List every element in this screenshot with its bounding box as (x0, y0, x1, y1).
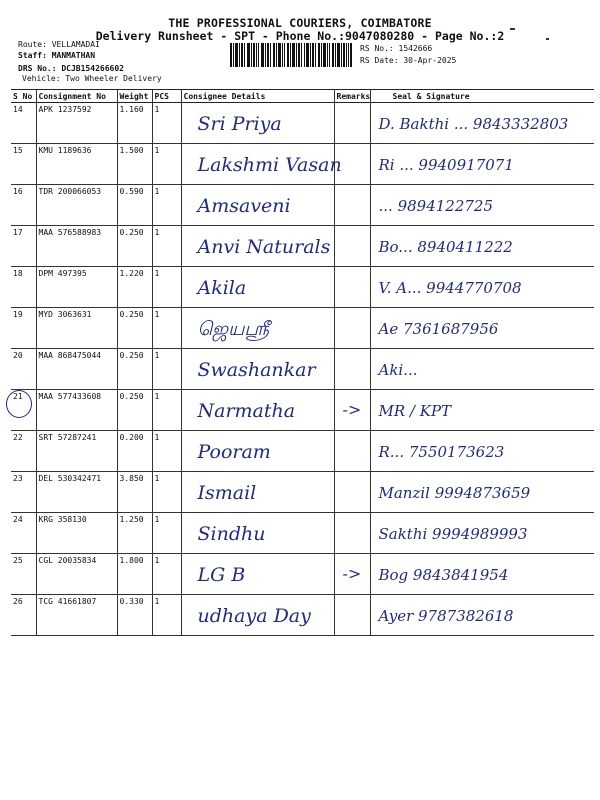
row-sno: 22 (11, 431, 36, 472)
signature-handwriting: Aki... (378, 361, 418, 379)
row-weight: 0.250 (117, 349, 152, 390)
row-pcs: 1 (152, 349, 181, 390)
staff-label: Staff: MANMATHAN (18, 51, 96, 60)
table-row (11, 472, 594, 513)
row-weight: 1.500 (117, 144, 152, 185)
row-remarks-cell (334, 431, 370, 472)
table-row (11, 349, 594, 390)
table-row (11, 226, 594, 267)
row-weight: 1.220 (117, 267, 152, 308)
row-consignee-cell (181, 431, 334, 472)
row-seal-cell (370, 103, 594, 144)
row-seal-cell (370, 472, 594, 513)
col-header-weight: Weight (117, 90, 152, 103)
page-title: THE PROFESSIONAL COURIERS, COIMBATORE (168, 16, 432, 30)
row-sno: 21 (11, 390, 36, 431)
row-consignment-no: MAA 868475044 (36, 349, 117, 390)
row-remarks-cell (334, 554, 370, 595)
signature-handwriting: ... 9894122725 (378, 197, 494, 215)
corner-mark (510, 28, 515, 30)
row-pcs: 1 (152, 472, 181, 513)
rs-date-label: RS Date: 30-Apr-2025 (360, 56, 457, 65)
row-remarks-cell (334, 513, 370, 554)
row-consignee-cell (181, 226, 334, 267)
row-seal-cell (370, 144, 594, 185)
route-label: Route: VELLAMADAI (18, 40, 100, 49)
row-remarks-cell (334, 595, 370, 636)
remark-mark: -> (342, 400, 362, 419)
drs-label: DRS No.: DCJB154266602 (18, 64, 124, 73)
row-sno: 19 (11, 308, 36, 349)
row-pcs: 1 (152, 595, 181, 636)
row-sno: 17 (11, 226, 36, 267)
consignee-handwriting: Pooram (197, 441, 271, 463)
row-pcs: 1 (152, 267, 181, 308)
row-seal-cell (370, 513, 594, 554)
row-consignment-no: DPM 497395 (36, 267, 117, 308)
row-weight: 1.160 (117, 103, 152, 144)
hand-drawn-circle (6, 390, 32, 418)
row-remarks-cell (334, 185, 370, 226)
row-weight: 1.800 (117, 554, 152, 595)
row-consignment-no: MYD 3063631 (36, 308, 117, 349)
row-seal-cell (370, 267, 594, 308)
signature-handwriting: Manzil 9994873659 (378, 484, 531, 502)
row-sno: 16 (11, 185, 36, 226)
row-weight: 0.250 (117, 226, 152, 267)
table-row (11, 267, 594, 308)
row-consignment-no: APK 1237592 (36, 103, 117, 144)
row-consignee-cell (181, 103, 334, 144)
table-row (11, 595, 594, 636)
row-consignee-cell (181, 144, 342, 185)
row-weight: 1.250 (117, 513, 152, 554)
row-seal-cell (370, 595, 594, 636)
consignee-handwriting: Ismail (197, 482, 257, 504)
row-remarks-cell (334, 103, 370, 144)
table-row (11, 431, 594, 472)
row-seal-cell (370, 226, 594, 267)
row-weight: 3.850 (117, 472, 152, 513)
row-consignment-no: TCG 41661807 (36, 595, 117, 636)
col-header-pcs: PCS (152, 90, 181, 103)
row-weight: 0.330 (117, 595, 152, 636)
row-pcs: 1 (152, 226, 181, 267)
row-consignee-cell (181, 390, 334, 431)
table-header-row (11, 90, 594, 103)
consignee-handwriting: Lakshmi Vasan (197, 154, 342, 176)
row-weight: 0.200 (117, 431, 152, 472)
row-consignment-no: SRT 57287241 (36, 431, 117, 472)
page-subtitle: Delivery Runsheet - SPT - Phone No.:9047080280 - Page No.:2 (95, 29, 505, 43)
col-header-consignment: Consignment No (36, 90, 117, 103)
row-remarks-cell (334, 226, 370, 267)
row-sno: 24 (11, 513, 36, 554)
row-seal-cell (370, 185, 594, 226)
row-pcs: 1 (152, 144, 181, 185)
signature-handwriting: Ayer 9787382618 (378, 607, 514, 625)
consignee-handwriting: Akila (197, 277, 247, 299)
row-consignment-no: KRG 358130 (36, 513, 117, 554)
row-sno: 18 (11, 267, 36, 308)
row-sno: 26 (11, 595, 36, 636)
table-row (11, 513, 594, 554)
signature-handwriting: MR / KPT (378, 402, 452, 420)
consignee-handwriting: Swashankar (197, 359, 316, 381)
table-row (11, 554, 594, 595)
table-row (11, 390, 594, 431)
row-pcs: 1 (152, 308, 181, 349)
row-seal-cell (370, 554, 594, 595)
signature-handwriting: D. Bakthi ... 9843332803 (378, 115, 569, 133)
row-consignment-no: KMU 1189636 (36, 144, 117, 185)
row-weight: 0.250 (117, 308, 152, 349)
row-sno: 25 (11, 554, 36, 595)
row-weight: 0.250 (117, 390, 152, 431)
row-consignment-no: TDR 200066053 (36, 185, 117, 226)
signature-handwriting: Ae 7361687956 (378, 320, 499, 338)
row-consignment-no: MAA 577433608 (36, 390, 117, 431)
table-row (11, 144, 594, 185)
row-consignee-cell (181, 267, 334, 308)
row-consignee-cell (181, 554, 334, 595)
row-remarks-cell (334, 472, 370, 513)
row-sno: 15 (11, 144, 36, 185)
row-pcs: 1 (152, 554, 181, 595)
consignee-handwriting: Sri Priya (197, 113, 282, 135)
col-header-remarks: Remarks (334, 90, 370, 103)
remark-mark: -> (342, 564, 362, 583)
signature-handwriting: V. A... 9944770708 (378, 279, 522, 297)
row-pcs: 1 (152, 431, 181, 472)
row-consignment-no: MAA 576588983 (36, 226, 117, 267)
consignee-handwriting: Narmatha (197, 400, 296, 422)
table-row (11, 308, 594, 349)
rs-no-label: RS No.: 1542666 (360, 44, 433, 53)
row-consignment-no: DEL 530342471 (36, 472, 117, 513)
row-pcs: 1 (152, 103, 181, 144)
row-remarks-cell (334, 267, 370, 308)
row-consignee-cell (181, 595, 334, 636)
row-remarks-cell (334, 349, 370, 390)
signature-handwriting: R... 7550173623 (378, 443, 505, 461)
consignee-handwriting: Anvi Naturals (197, 236, 331, 258)
barcode (230, 43, 352, 67)
table-row (11, 103, 594, 144)
row-seal-cell (370, 349, 594, 390)
signature-handwriting: Ri ... 9940917071 (378, 156, 514, 174)
row-seal-cell (370, 390, 594, 431)
consignee-handwriting: ஜெயஸ்ரீ (197, 318, 270, 340)
row-consignment-no: CGL 20035834 (36, 554, 117, 595)
row-consignee-cell (181, 349, 334, 390)
col-header-consignee: Consignee Details (181, 90, 334, 103)
corner-mark (546, 38, 549, 40)
signature-handwriting: Bog 9843841954 (378, 566, 509, 584)
consignee-handwriting: Amsaveni (197, 195, 291, 217)
row-remarks-cell (334, 390, 370, 431)
row-remarks-cell (334, 144, 370, 185)
row-sno: 20 (11, 349, 36, 390)
row-consignee-cell (181, 185, 334, 226)
signature-handwriting: Bo... 8940411222 (378, 238, 513, 256)
row-consignee-cell (181, 513, 334, 554)
row-pcs: 1 (152, 390, 181, 431)
row-seal-cell (370, 308, 594, 349)
row-consignee-cell (181, 308, 334, 349)
consignee-handwriting: udhaya Day (197, 605, 311, 627)
row-pcs: 1 (152, 185, 181, 226)
col-header-sno: S No (11, 90, 36, 103)
row-pcs: 1 (152, 513, 181, 554)
row-weight: 0.590 (117, 185, 152, 226)
table-row (11, 185, 594, 226)
runsheet-table (11, 89, 594, 636)
row-consignee-cell (181, 472, 334, 513)
row-remarks-cell (334, 308, 370, 349)
consignee-handwriting: LG B (197, 564, 246, 586)
row-seal-cell (370, 431, 594, 472)
signature-handwriting: Sakthi 9994989993 (378, 525, 528, 543)
consignee-handwriting: Sindhu (197, 523, 266, 545)
vehicle-label: Vehicle: Two Wheeler Delivery (22, 74, 162, 83)
col-header-seal: Seal & Signature (370, 90, 594, 103)
row-sno: 14 (11, 103, 36, 144)
row-sno: 23 (11, 472, 36, 513)
